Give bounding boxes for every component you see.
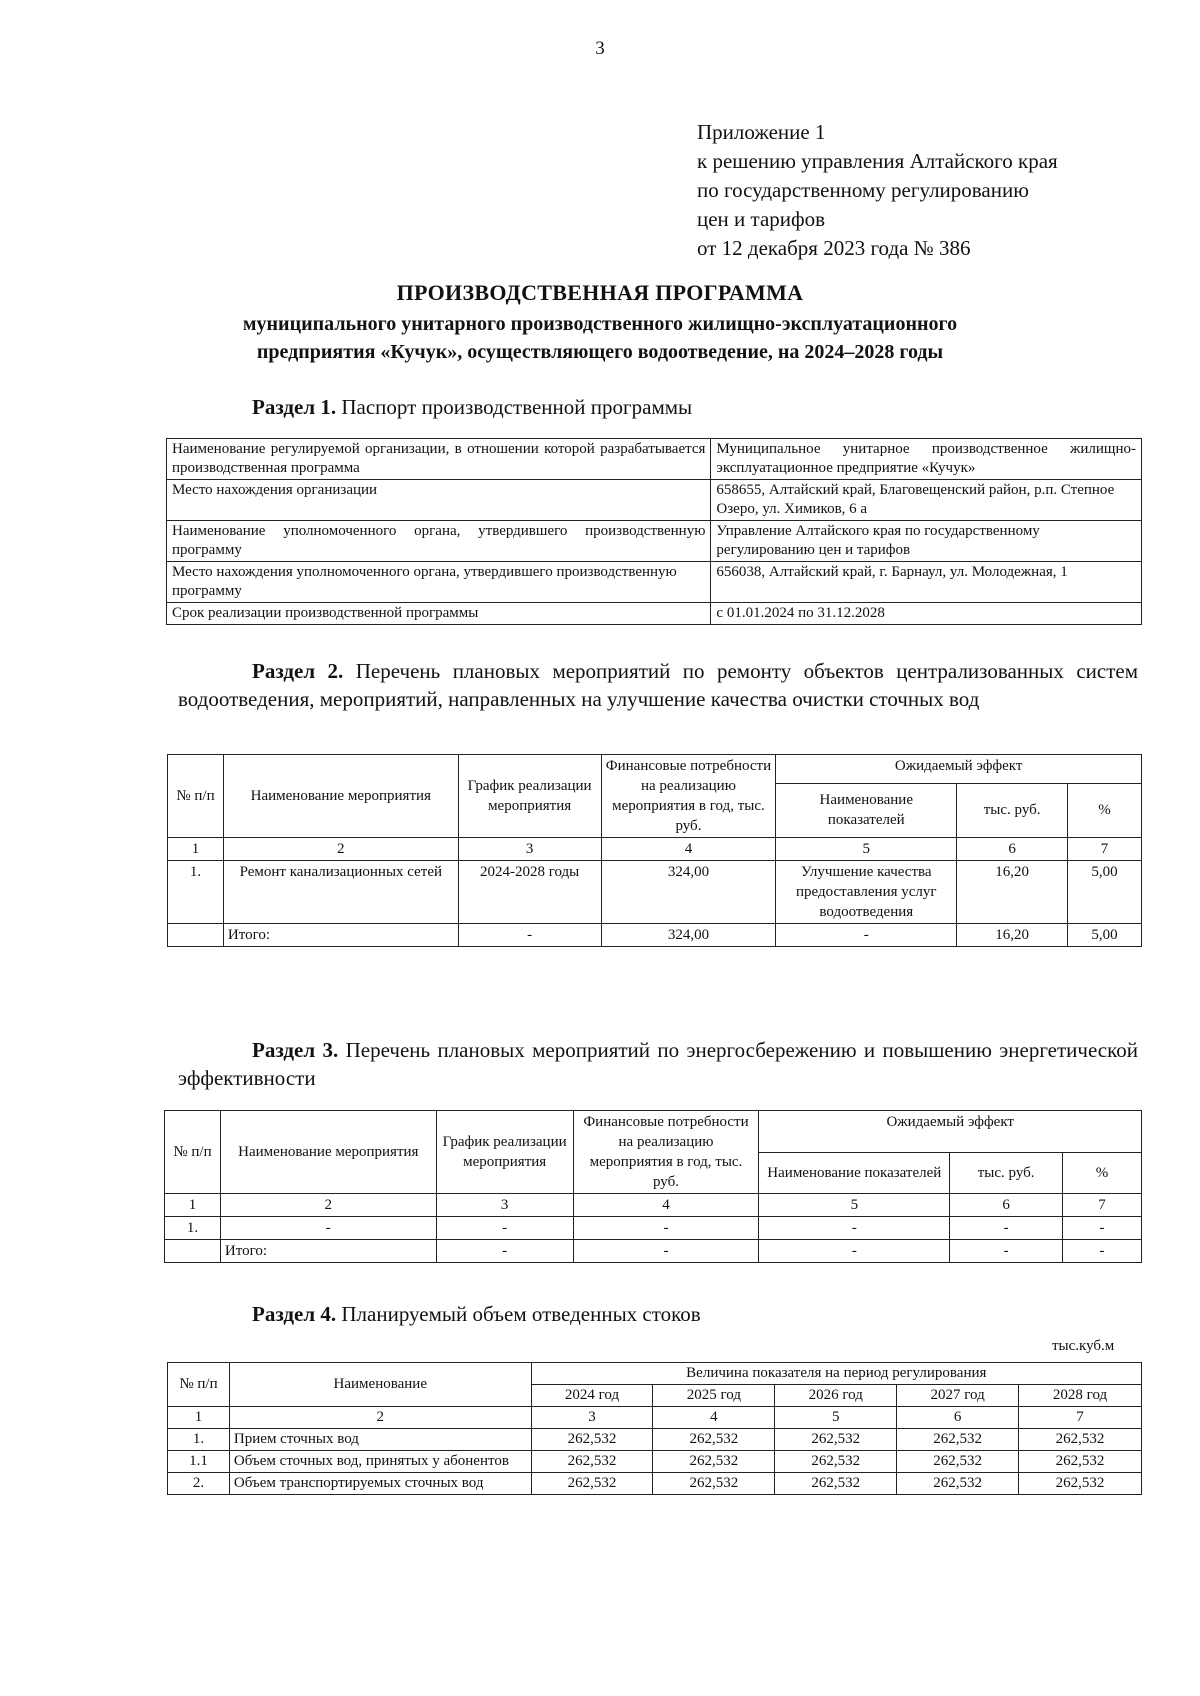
header-name: Наименование мероприятия — [220, 1111, 436, 1194]
row-name: Ремонт канализационных сетей — [223, 861, 458, 924]
table-row — [168, 1473, 1142, 1495]
wastewater-volume-table — [167, 1362, 1142, 1495]
row-value: 262,532 — [653, 1451, 775, 1473]
col-number: 3 — [531, 1407, 653, 1429]
section3-text: Перечень плановых мероприятий по энергосбережению и повышению энергетической эффективности — [178, 1038, 1139, 1090]
passport-name: Место нахождения организации — [167, 480, 711, 521]
row-indicator: - — [759, 1217, 950, 1240]
header-schedule: График реализации мероприятия — [436, 1111, 573, 1194]
table-row — [168, 1429, 1142, 1451]
table-row — [167, 603, 1142, 625]
row-value: 262,532 — [1019, 1429, 1142, 1451]
row-value: 262,532 — [775, 1473, 897, 1495]
total-indicator: - — [776, 924, 957, 947]
passport-value: с 01.01.2024 по 31.12.2028 — [711, 603, 1142, 625]
header-finance: Финансовые потребности на реализацию мероприятия в год, тыс. руб. — [573, 1111, 759, 1194]
appendix-line: от 12 декабря 2023 года № 386 — [697, 236, 971, 260]
row-num: 1. — [168, 861, 224, 924]
passport-value: 656038, Алтайский край, г. Барнаул, ул. Молодежная, 1 — [711, 562, 1142, 603]
table-row — [167, 480, 1142, 521]
total-schedule: - — [436, 1240, 573, 1263]
col-number: 6 — [950, 1194, 1063, 1217]
section2-label: Раздел 2. — [252, 659, 344, 683]
col-number: 3 — [458, 838, 601, 861]
header-indicator: Наименование показателей — [776, 783, 957, 837]
appendix-line: цен и тарифов — [697, 207, 826, 231]
header-num: № п/п — [168, 1363, 230, 1407]
header-num: № п/п — [165, 1111, 221, 1194]
title-main: ПРОИЗВОДСТВЕННАЯ ПРОГРАММА — [396, 280, 804, 305]
col-number: 7 — [1063, 1194, 1142, 1217]
col-number: 5 — [759, 1194, 950, 1217]
header-effect: Ожидаемый эффект — [759, 1111, 1142, 1153]
total-finance: - — [573, 1240, 759, 1263]
passport-name: Наименование уполномоченного органа, утвердившего производственную программу — [167, 521, 711, 562]
table-row — [167, 439, 1142, 480]
col-number: 4 — [601, 838, 776, 861]
header-schedule: График реализации мероприятия — [458, 755, 601, 838]
passport-value: 658655, Алтайский край, Благовещенский район, р.п. Степное Озеро, ул. Химиков, 6 а — [711, 480, 1142, 521]
row-value: 262,532 — [653, 1429, 775, 1451]
section1-heading — [252, 393, 692, 421]
table-row — [167, 562, 1142, 603]
header-indicator: Наименование показателей — [759, 1152, 950, 1194]
row-value: 262,532 — [897, 1473, 1019, 1495]
passport-name: Место нахождения уполномоченного органа, утвердившего производственную программу — [167, 562, 711, 603]
appendix-line: к решению управления Алтайского края — [697, 149, 1058, 173]
header-finance: Финансовые потребности на реализацию мероприятия в год, тыс. руб. — [601, 755, 776, 838]
row-value: 262,532 — [1019, 1451, 1142, 1473]
unit-label: тыс.куб.м — [1052, 1338, 1115, 1354]
col-number: 4 — [573, 1194, 759, 1217]
row-value: 262,532 — [775, 1451, 897, 1473]
col-number: 5 — [775, 1407, 897, 1429]
col-number: 1 — [165, 1194, 221, 1217]
table-row — [168, 861, 1142, 924]
appendix-line: Приложение 1 — [697, 120, 826, 144]
table-header-row — [168, 755, 1142, 784]
total-num — [168, 924, 224, 947]
section1-label: Раздел 1. — [252, 395, 337, 419]
total-row — [168, 924, 1142, 947]
appendix-line: по государственному регулированию — [697, 178, 1029, 202]
row-name: Объем сточных вод, принятых у абонентов — [229, 1451, 531, 1473]
row-pct: - — [1063, 1217, 1142, 1240]
col-number: 6 — [957, 838, 1068, 861]
total-rub: 16,20 — [957, 924, 1068, 947]
row-name: Прием сточных вод — [229, 1429, 531, 1451]
header-year: 2026 год — [775, 1385, 897, 1407]
row-value: 262,532 — [531, 1451, 653, 1473]
repair-measures-table — [167, 754, 1142, 947]
header-percent: % — [1063, 1152, 1142, 1194]
section1-text: Паспорт производственной программы — [341, 395, 693, 419]
header-num: № п/п — [168, 755, 224, 838]
total-label: Итого: — [220, 1240, 436, 1263]
row-num: 1. — [165, 1217, 221, 1240]
row-indicator: Улучшение качества предоставления услуг водоотведения — [776, 861, 957, 924]
row-value: 262,532 — [775, 1429, 897, 1451]
col-number: 2 — [220, 1194, 436, 1217]
col-number: 6 — [897, 1407, 1019, 1429]
row-rub: 16,20 — [957, 861, 1068, 924]
total-schedule: - — [458, 924, 601, 947]
section3-heading — [178, 1036, 1138, 1092]
total-pct: - — [1063, 1240, 1142, 1263]
row-finance: 324,00 — [601, 861, 776, 924]
row-schedule: - — [436, 1217, 573, 1240]
column-number-row — [168, 838, 1142, 861]
column-number-row — [165, 1194, 1142, 1217]
col-number: 7 — [1068, 838, 1142, 861]
passport-name: Срок реализации производственной программы — [167, 603, 711, 625]
row-pct: 5,00 — [1068, 861, 1142, 924]
row-num: 1.1 — [168, 1451, 230, 1473]
column-number-row — [168, 1407, 1142, 1429]
passport-table — [166, 438, 1142, 625]
row-rub: - — [950, 1217, 1063, 1240]
header-name: Наименование — [229, 1363, 531, 1407]
table-row — [167, 521, 1142, 562]
col-number: 2 — [223, 838, 458, 861]
header-year: 2028 год — [1019, 1385, 1142, 1407]
section2-heading — [178, 657, 1138, 713]
passport-value: Управление Алтайского края по государственному регулированию цен и тарифов — [711, 521, 1142, 562]
header-period: Величина показателя на период регулирования — [531, 1363, 1141, 1385]
col-number: 2 — [229, 1407, 531, 1429]
col-number: 5 — [776, 838, 957, 861]
col-number: 1 — [168, 838, 224, 861]
total-num — [165, 1240, 221, 1263]
row-num: 2. — [168, 1473, 230, 1495]
page-number: 3 — [595, 38, 605, 59]
total-indicator: - — [759, 1240, 950, 1263]
col-number: 7 — [1019, 1407, 1142, 1429]
row-value: 262,532 — [897, 1451, 1019, 1473]
section3-label: Раздел 3. — [252, 1038, 339, 1062]
title-sub-line2: предприятия «Кучук», осуществляющего водоотведение, на 2024–2028 годы — [256, 341, 944, 363]
row-value: 262,532 — [531, 1429, 653, 1451]
table-header-row — [165, 1111, 1142, 1153]
header-percent: % — [1068, 783, 1142, 837]
section4-text: Планируемый объем отведенных стоков — [341, 1302, 701, 1326]
header-year: 2024 год — [531, 1385, 653, 1407]
header-thousand-rub: тыс. руб. — [957, 783, 1068, 837]
total-pct: 5,00 — [1068, 924, 1142, 947]
energy-measures-table — [164, 1110, 1142, 1263]
row-value: 262,532 — [653, 1473, 775, 1495]
header-year: 2027 год — [897, 1385, 1019, 1407]
section4-label: Раздел 4. — [252, 1302, 337, 1326]
row-finance: - — [573, 1217, 759, 1240]
passport-value: Муниципальное унитарное производственное жилищно-эксплуатационное предприятие «Кучук» — [711, 439, 1142, 480]
section4-heading — [252, 1300, 701, 1328]
section2-text: Перечень плановых мероприятий по ремонту объектов централизованных систем водоотведения, мероприятий, направленных на улучшение качества очистки сточных вод — [178, 659, 1138, 711]
row-schedule: 2024-2028 годы — [458, 861, 601, 924]
col-number: 4 — [653, 1407, 775, 1429]
total-row — [165, 1240, 1142, 1263]
table-row — [165, 1217, 1142, 1240]
title-sub-line1: муниципального унитарного производственного жилищно-эксплуатационного — [242, 313, 958, 335]
document-title — [0, 280, 1200, 366]
row-value: 262,532 — [1019, 1473, 1142, 1495]
total-finance: 324,00 — [601, 924, 776, 947]
passport-name: Наименование регулируемой организации, в отношении которой разрабатывается производственная программа — [167, 439, 711, 480]
table-row — [168, 1451, 1142, 1473]
total-label: Итого: — [223, 924, 458, 947]
row-num: 1. — [168, 1429, 230, 1451]
header-effect: Ожидаемый эффект — [776, 755, 1142, 784]
appendix-block — [697, 118, 1058, 263]
header-name: Наименование мероприятия — [223, 755, 458, 838]
row-name: Объем транспортируемых сточных вод — [229, 1473, 531, 1495]
row-value: 262,532 — [897, 1429, 1019, 1451]
col-number: 1 — [168, 1407, 230, 1429]
row-value: 262,532 — [531, 1473, 653, 1495]
header-year: 2025 год — [653, 1385, 775, 1407]
row-name: - — [220, 1217, 436, 1240]
total-rub: - — [950, 1240, 1063, 1263]
table-header-row — [168, 1363, 1142, 1385]
header-thousand-rub: тыс. руб. — [950, 1152, 1063, 1194]
col-number: 3 — [436, 1194, 573, 1217]
